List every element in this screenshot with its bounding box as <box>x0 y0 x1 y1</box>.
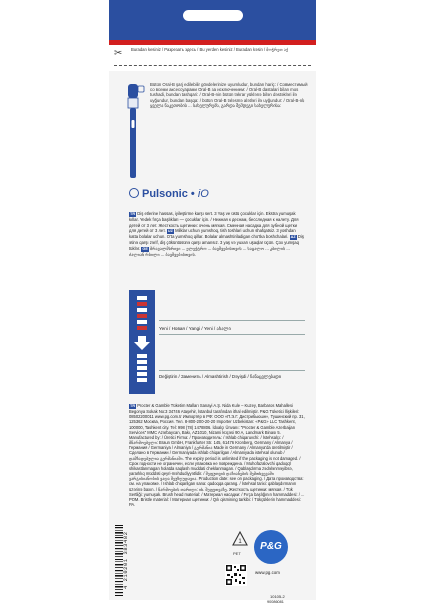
divider <box>159 370 305 371</box>
hang-hole <box>183 10 243 21</box>
packaging-card <box>109 0 316 604</box>
az-tag: AZ <box>290 235 296 240</box>
made-in: Made in Germany / Almanya'da üretilmiştir / Сделано в Германии / Germaniyada ishlab chiqarilgan / Almaniyada istehsal olunub / დამზადებულია გერმანიაში. <box>129 445 293 461</box>
az-importer: İdxalçı Ünvanı: "Procter & Gamble Azerbaijan Services" MMC Azərbaycan, Bakı, AZ1010, Nizami küçəsi 90 A, Landmark Binası 5. <box>129 424 295 435</box>
qr-code-icon <box>225 564 247 586</box>
compatibility-text: Bütün Oral-B şarj edilebilir gövdelerinize uyumludur, bundan hariç: / Совместимый со всеми аксессуарами Oral-B за исключением: / Oral-B dastalari bilan mos tushadi, bundan tashqari: / Oral-B-nin bütün təkrar yüklənə bilən dəstəkləri ilə uyğundur, bundan başqa: / bütün Oral-B tələsmə alətləri ilə uyğundur: / Oral-B-ის ყველა ნაკეთობის ... სახელურებს, გარდა შემდეგი სახელურისა: <box>150 82 308 108</box>
recycle-icon <box>231 530 249 550</box>
scissors-icon: ✂ <box>114 48 123 59</box>
toothbrush-icon <box>123 80 147 188</box>
tr-tag: TR <box>130 404 136 408</box>
manufacturer-text: Procter & Gamble Tüketim Malları Sanayi A.Ş. Nida Kule – Kuzey, Barbaros Mahallesi Begonya Sokak No:3 34746 Ataşehir, İstanbul tarafından ithal edilmiştir. P&G Tüketici İlişkileri: 08502200011 www.pg.com.tr <box>129 403 300 420</box>
cut-line <box>114 65 311 66</box>
pulsonic-logo <box>129 188 209 200</box>
az-text: Diş ətinə qarşı zərif, diş çöküntüsünə qarşı amansız. 3 yaş və yuxarı uşaqlar üçün. Çox yumşaq tüklər. <box>129 234 304 251</box>
production-date: Production date: see on packaging. / Дата производства: см. на упаковке. / Ishlab chiqarilgan sana: qadoqqa qarang. / İstehsal tarixi: qablaşdırmanın üzərinə baxın. / წარმოების თარიღი: იხ. შეფუთვაზე. <box>129 476 304 492</box>
barcode-number: 4 210201 383482 <box>123 531 129 589</box>
tr-tag: TR <box>130 212 136 216</box>
brand-section <box>109 72 316 212</box>
cut-instruction: Buradan kesiniz / Разрезать здесь / Bu yerden kesiniz / Buradan kəsin / მოჭრეთ აქ <box>131 47 289 52</box>
legal-text <box>129 403 305 507</box>
brush-head-material: Brush head material: / Материал насадки: / Fırça başlığının hammaddesi: / ... POM. <box>129 491 305 502</box>
brush-head-illustration <box>129 290 155 394</box>
uz-text: Milklar uchun yumshoq, tish toshlari uchun shafqatsiz. 3 yoshdan katta bolalar uchun. O‘ta yumshoq qillar. Bolalar almashtiriladigan cho‘tka boshchalari. <box>129 227 296 240</box>
separator: • <box>190 188 195 200</box>
recycle-number: 1 <box>238 539 242 545</box>
pet-label: PET <box>233 551 241 556</box>
cut-section <box>109 45 316 71</box>
warning-text <box>129 211 305 257</box>
product-code: 10105-2 <box>270 594 285 599</box>
stiffness: Жесткость щетинки: мягкая. / Tük Sertliği: yumuşak. <box>129 486 293 497</box>
divider <box>159 334 305 335</box>
bristle-material: Bristle material: / Материал щетинки: / Qılı qismining tarkibi: / Tükçüklerin hammaddesi: PA. <box>129 496 301 507</box>
uz-importer: Importer Uzbekistan: «P&G» LLC Tashkent, 100000, Tashkent city. Tel: 998 (78) 1478806. <box>129 419 296 430</box>
uz-tag: UZ <box>167 228 173 233</box>
product-line: Pulsonic <box>142 188 188 200</box>
header-band <box>109 0 316 40</box>
pg-logo: P&G <box>254 530 288 564</box>
ru-importer: Импортёр в РФ: ООО «П.Э.Г. Дистрибьюшн», Тушинский пр. 31, 125362 Москва, Россия. Тел. 8-800-200-20-20 <box>129 414 305 425</box>
ge-text: მრავალმხრივი ... ელექტრო ... ბავშვებისთვის ... საცალო ... კბილის ... ძალიან რბილი ... ბავშვებისთვის. <box>129 245 290 258</box>
replace-caption: Değiştirin / Заменить / Almashtirish / Dəyişdi / ჩანაცვლებადი <box>159 374 282 379</box>
expiry-text: The expiry period is unlimited if the packaging is not damaged. / Срок годности не ограничен, если упаковка не повреждена. / Muhofazalovchi qadoqq'i shikastlanmagan holatda saqlash muddati cheklanmagan. / Qablaşdırma zədələnməyibsə, yararlılıq müddəti qeyri-məhdudiyyətlidir. / შეფუთვის დაზიანების შემთხვევაში ვარგისიანობის ვადა შეუზღუდავია. <box>129 455 301 482</box>
new-caption: Yeni / Новая / Yangi / Yeni / ახალი <box>159 326 231 331</box>
footer <box>109 520 316 604</box>
tr-text: Diş etlerine hassas, iyileştirme karşı sert. 3 Yaş ve üstü çocuklar için. Ekstra yumuşak kıllar. Yedek fırça başlıkları — çocuklar için. / Нежная к деснам, бесследная к налету. Для детей от 3 лет. Жесткость щетинки: очень мягкая. Сменная насадка для зубной щетки для детей от 3 лет. <box>129 211 299 233</box>
pulse-icon <box>129 188 139 198</box>
brush-head-icon <box>129 290 155 394</box>
manufactured-by: Manufactured by: / Üretici Firma: / Производитель: / Ishlab chiqaruvchi: / İstehsalçı: / მწარმოებელი: Braun GmbH, Frankfurter Str. 145, 61476 Kronberg, Germany / Almanya / Германия / Germaniya / Almaniya / გერმანია <box>129 434 293 451</box>
divider <box>159 320 305 321</box>
batch-code: 90086081 <box>267 600 284 604</box>
replacement-panel <box>129 290 305 400</box>
series-name: iO <box>197 188 209 200</box>
ge-tag: GE <box>142 246 148 251</box>
website-link[interactable]: www.pg.com <box>255 570 280 575</box>
